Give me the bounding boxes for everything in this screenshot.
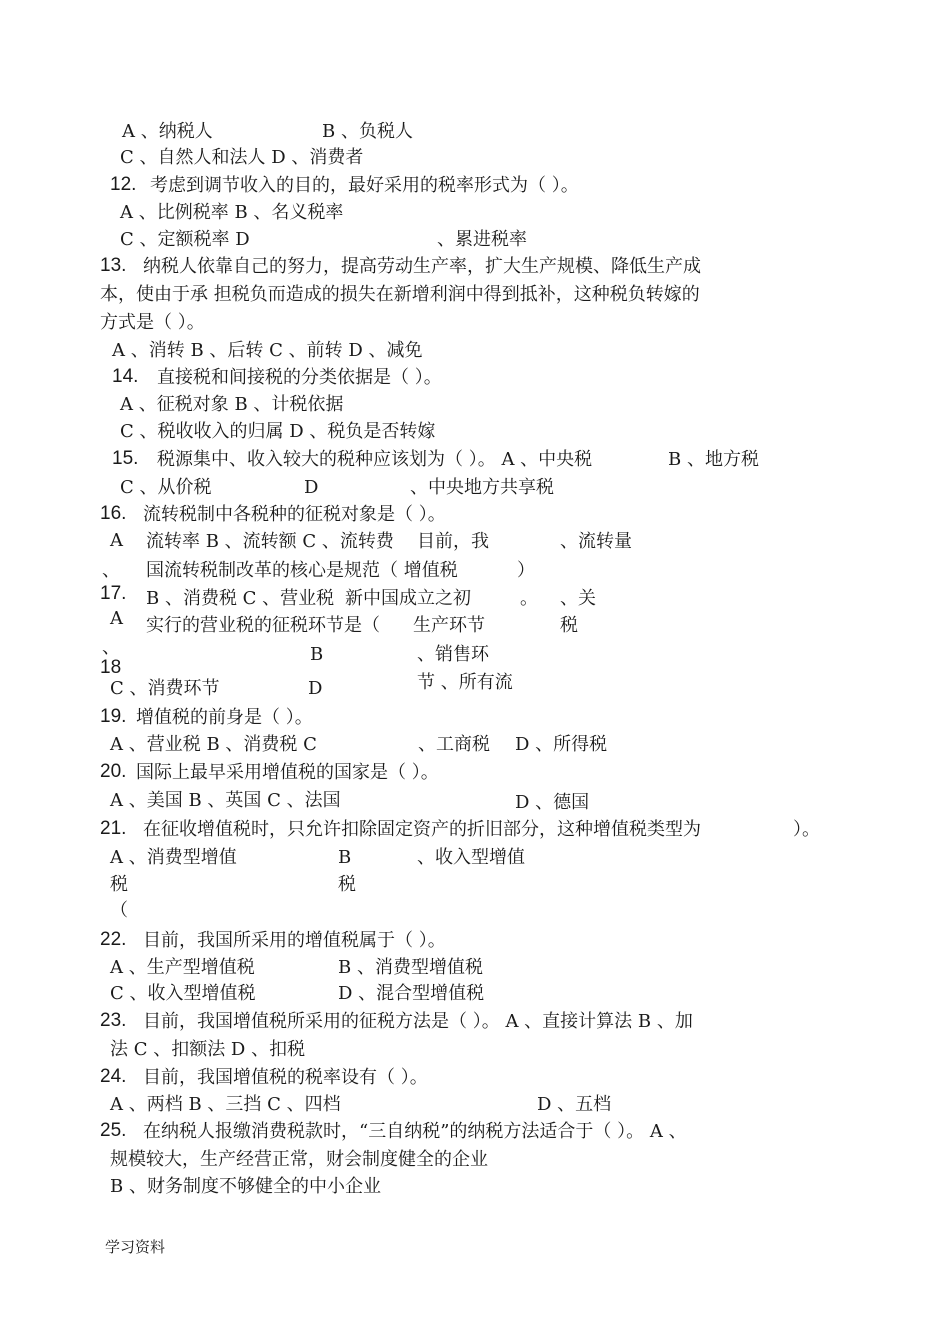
option-line: A 、美国 B 、英国 C 、法国 bbox=[110, 790, 341, 811]
question-number: 18 bbox=[100, 657, 122, 678]
question-number: 22. bbox=[100, 929, 127, 950]
question-text: 目前，我 bbox=[417, 531, 489, 552]
question-number: 25. bbox=[100, 1120, 127, 1141]
question-text: 在纳税人报缴消费税款时，“三自纳税”的纳税方法适合于（ ）。 A 、 bbox=[143, 1121, 687, 1142]
option-letter: B bbox=[310, 644, 324, 665]
question-number: 13. bbox=[100, 255, 127, 276]
question-text: 直接税和间接税的分类依据是（ ）。 bbox=[157, 367, 442, 388]
option-line: C 、定额税率 D bbox=[120, 229, 250, 250]
option-line: C 、收入型增值税 bbox=[110, 983, 256, 1004]
page-footer: 学习资料 bbox=[105, 1238, 166, 1256]
option-letter: A bbox=[110, 608, 123, 629]
option-line: 节 、所有流 bbox=[417, 672, 513, 693]
question-number: 17. bbox=[100, 583, 127, 604]
option-letter: B bbox=[338, 847, 352, 868]
question-text: 国际上最早采用增值税的国家是（ ）。 bbox=[136, 762, 439, 783]
question-text: 生产环节 bbox=[413, 615, 485, 636]
clipped-number-container bbox=[100, 657, 140, 678]
question-number: 15. bbox=[112, 448, 139, 469]
option-line: 、中央地方共享税 bbox=[410, 477, 554, 498]
option-line: 、关 bbox=[560, 588, 596, 609]
question-text: 规模较大，生产经营正常，财会制度健全的企业 bbox=[110, 1149, 488, 1170]
option-line: D 、所得税 bbox=[515, 734, 608, 755]
option-line: 、销售环 bbox=[417, 644, 489, 665]
option-line: 、流转量 bbox=[560, 531, 632, 552]
question-text: 新中国成立之初 bbox=[345, 588, 471, 609]
question-text: 方式是（ ）。 bbox=[100, 312, 205, 333]
question-text: 在征收增值税时，只允许扣除固定资产的折旧部分，这种增值税类型为 bbox=[143, 819, 701, 840]
option-letter: A bbox=[110, 530, 123, 551]
option-line: D 、德国 bbox=[515, 792, 590, 813]
option-line: C 、从价税 bbox=[120, 477, 212, 498]
question-number: 16. bbox=[100, 503, 127, 524]
question-number: 12. bbox=[110, 174, 137, 195]
separator-mark: 、 bbox=[102, 637, 120, 658]
option-line: A 、征税对象 B 、计税依据 bbox=[120, 394, 344, 415]
question-number: 14. bbox=[112, 366, 139, 387]
option-line: D 、五档 bbox=[537, 1094, 612, 1115]
question-text: ） bbox=[517, 560, 535, 581]
question-text: 税源集中、收入较大的税种应该划为（ ）。 A 、中央税 bbox=[157, 449, 593, 470]
option-line: B 、消费型增值税 bbox=[338, 957, 483, 978]
option-line: D 、混合型增值税 bbox=[338, 983, 485, 1004]
question-number: 24. bbox=[100, 1066, 127, 1087]
question-text: 纳税人依靠自己的努力，提高劳动生产率，扩大生产规模、降低生产成 bbox=[143, 256, 701, 277]
option-line: 税 bbox=[110, 874, 128, 895]
option-line: 税 bbox=[338, 874, 356, 895]
question-number: 21. bbox=[100, 818, 127, 839]
option-line: 、工商税 bbox=[418, 734, 490, 755]
option-line: B 、消费税 C 、营业税 bbox=[146, 588, 335, 609]
question-number: 19. bbox=[100, 706, 127, 727]
separator-mark: 、 bbox=[102, 560, 120, 581]
option-line: （ bbox=[110, 900, 128, 921]
option-line: A 、营业税 B 、消费税 C bbox=[110, 734, 317, 755]
option-line: C 、自然人和法人 D 、消费者 bbox=[120, 147, 364, 168]
option-line: B 、负税人 bbox=[322, 121, 413, 142]
question-text: 国流转税制改革的核心是规范（ 增值税 bbox=[146, 560, 458, 581]
option-line: C 、税收收入的归属 D 、税负是否转嫁 bbox=[120, 421, 436, 442]
question-text: 本，使由于承 担税负而造成的损失在新增利润中得到抵补，这种税负转嫁的 bbox=[100, 284, 700, 305]
option-line: C 、消费环节 bbox=[110, 678, 220, 699]
option-line: A 、消转 B 、后转 C 、前转 D 、减免 bbox=[112, 340, 423, 361]
option-line: A 、纳税人 bbox=[122, 121, 213, 142]
option-line: D bbox=[304, 477, 319, 498]
option-line: 税 bbox=[560, 615, 578, 636]
question-text: 目前，我国所采用的增值税属于（ ）。 bbox=[143, 930, 446, 951]
question-text: 流转税制中各税种的征税对象是（ ）。 bbox=[143, 504, 446, 525]
option-line: 、收入型增值 bbox=[417, 847, 525, 868]
question-number: 23. bbox=[100, 1010, 127, 1031]
option-line: A 、消费型增值 bbox=[110, 847, 237, 868]
option-line: A 、两档 B 、三挡 C 、四档 bbox=[110, 1094, 341, 1115]
question-text: 。 bbox=[520, 588, 538, 609]
question-text: 目前，我国增值税的税率设有（ ）。 bbox=[143, 1067, 428, 1088]
question-number: 20. bbox=[100, 761, 127, 782]
question-text: 目前，我国增值税所采用的征税方法是（ ）。 A 、直接计算法 B 、加 bbox=[143, 1011, 693, 1032]
question-text: ）。 bbox=[793, 819, 820, 840]
question-text: 增值税的前身是（ ）。 bbox=[136, 707, 313, 728]
option-line: 流转率 B 、流转额 C 、流转费 bbox=[146, 531, 394, 552]
option-line: B 、地方税 bbox=[668, 449, 759, 470]
question-text: 法 C 、扣额法 D 、扣税 bbox=[110, 1039, 306, 1060]
option-letter: D bbox=[308, 678, 323, 699]
option-line: A 、生产型增值税 bbox=[110, 957, 255, 978]
option-line: B 、财务制度不够健全的中小企业 bbox=[110, 1176, 381, 1197]
option-line: A 、比例税率 B 、名义税率 bbox=[120, 202, 344, 223]
question-text: 考虑到调节收入的目的，最好采用的税率形式为（ ）。 bbox=[150, 175, 579, 196]
option-line: 、累进税率 bbox=[437, 229, 527, 250]
question-text: 实行的营业税的征税环节是（ bbox=[146, 615, 380, 636]
